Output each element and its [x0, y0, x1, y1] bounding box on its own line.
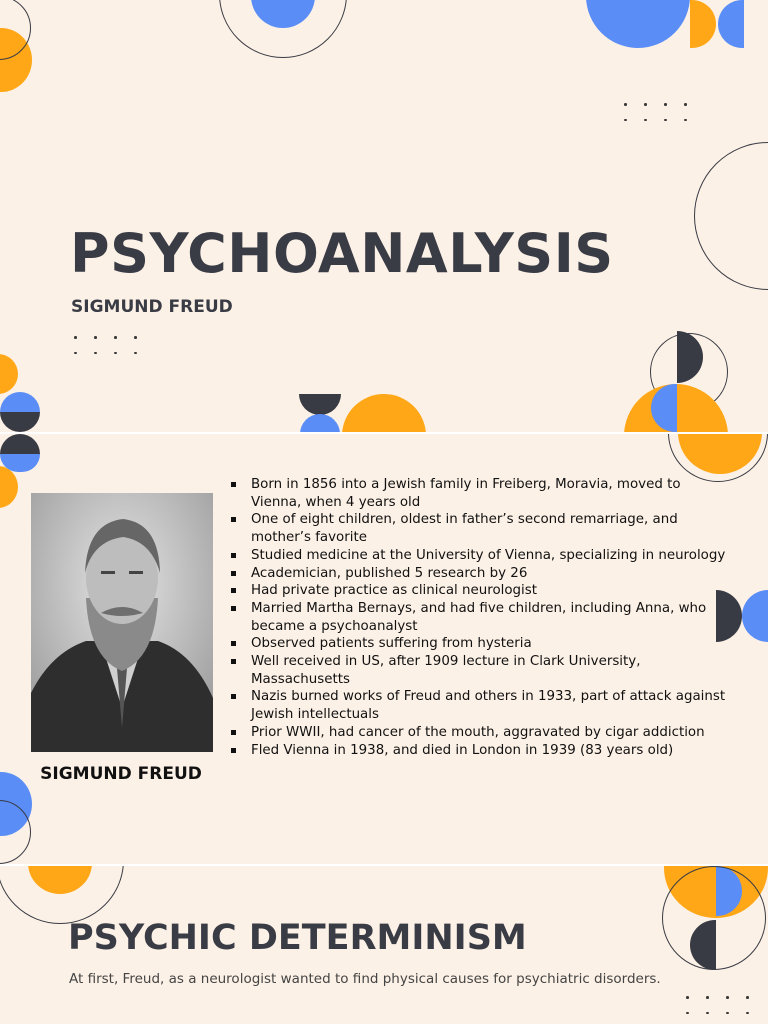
list-item: Nazis burned works of Freud and others in 1933, part of attack against Jewish intellectuals [230, 688, 730, 723]
outline-circle-shape [668, 434, 768, 482]
orange-half-circle-shape [342, 394, 426, 432]
blue-half-circle-shape [0, 392, 40, 412]
page-title: PSYCHOANALYSIS [70, 222, 614, 285]
orange-half-circle-shape [690, 0, 716, 48]
list-item: Academician, published 5 research by 26 [230, 565, 730, 583]
blue-half-circle-shape [742, 590, 768, 642]
biography-slide [0, 434, 768, 864]
blue-half-circle-shape [300, 414, 340, 432]
orange-half-circle-shape [0, 466, 18, 508]
dark-half-circle-shape [299, 394, 341, 415]
portrait-photo [31, 493, 213, 752]
list-item: Born in 1856 into a Jewish family in Freiberg, Moravia, moved to Vienna, when 4 years old [230, 476, 730, 511]
list-item: Had private practice as clinical neurologist [230, 582, 730, 600]
list-item: Well received in US, after 1909 lecture in Clark University, Massachusetts [230, 653, 730, 688]
dark-half-circle-shape [716, 590, 742, 642]
title-slide [0, 0, 768, 432]
dot-grid-decoration [624, 103, 704, 121]
psychic-determinism-slide [0, 866, 768, 1024]
orange-half-circle-shape [0, 354, 18, 394]
list-item: Observed patients suffering from hysteria [230, 635, 730, 653]
dark-half-circle-shape [0, 434, 40, 454]
section-heading: PSYCHIC DETERMINISM [68, 918, 527, 958]
blue-half-circle-shape [718, 0, 744, 48]
blue-circle-shape [586, 0, 690, 48]
outline-half-circle-shape [0, 866, 124, 924]
biography-facts-list [230, 476, 730, 759]
dark-half-circle-shape [0, 412, 40, 432]
outline-half-circle-shape [219, 0, 347, 58]
section-body-text: At first, Freud, as a neurologist wanted to find physical causes for psychiatric disorders. [69, 971, 661, 987]
page-subtitle: SIGMUND FREUD [71, 297, 233, 317]
list-item: Fled Vienna in 1938, and died in London in 1939 (83 years old) [230, 742, 730, 760]
outline-circle-shape [694, 142, 768, 290]
list-item: One of eight children, oldest in father’s second remarriage, and mother’s favorite [230, 511, 730, 546]
list-item: Prior WWII, had cancer of the mouth, aggravated by cigar addiction [230, 724, 730, 742]
dot-grid-decoration [74, 336, 154, 354]
dot-grid-decoration [686, 996, 766, 1014]
list-item: Studied medicine at the University of Vienna, specializing in neurology [230, 547, 730, 565]
list-item: Married Martha Bernays, and had five children, including Anna, who became a psychoanalyst [230, 600, 730, 635]
photo-caption: SIGMUND FREUD [40, 764, 202, 784]
freud-portrait-illustration [31, 493, 213, 752]
